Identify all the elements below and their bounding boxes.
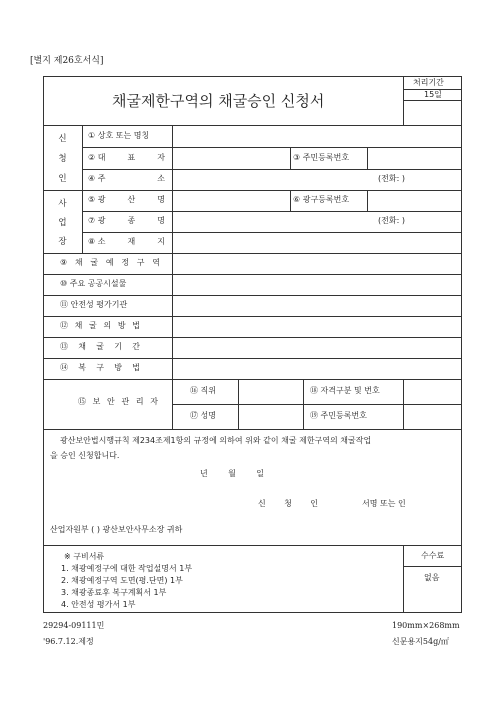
- form-enacted-date: '96.7.12.제정: [43, 637, 94, 646]
- required-doc-item: 1. 채광예정구에 대한 작업설명서 1부: [61, 564, 193, 573]
- safety-agency-label: ⑪ 안전성 평가기관: [60, 300, 128, 309]
- worksite-phone: (전화: ): [378, 216, 405, 225]
- mine-name-label: ⑤ 광 산 명: [88, 195, 165, 204]
- application-date: 년 월 일: [200, 469, 264, 478]
- location-label: ⑧ 소 재 지: [88, 237, 165, 246]
- manager-position-label: ⑯ 직위: [190, 386, 216, 395]
- mining-method-label: ⑫ 채 굴 의 방 법: [60, 321, 140, 330]
- representative-label: ② 대 표 자: [88, 153, 165, 162]
- manager-name-label: ⑰ 성명: [190, 411, 216, 420]
- public-facilities-label: ⑩ 주요 공공시설물: [60, 279, 127, 288]
- manager-resident-reg-label: ⑲ 주민등록번호: [310, 411, 367, 420]
- required-docs-title: ※ 구비서류: [64, 552, 105, 561]
- business-name-label: ① 상호 또는 명칭: [88, 131, 150, 140]
- mine-reg-label: ⑥ 광구등록번호: [293, 195, 350, 204]
- applicant-signature-label: 신 청 인: [258, 499, 318, 508]
- fee-label: 수수료: [421, 551, 445, 560]
- required-doc-item: 3. 채광종료후 복구계획서 1부: [61, 588, 167, 597]
- applicant-phone: (전화: ): [378, 174, 405, 183]
- statement-line-2: 을 승인 신청합니다.: [50, 451, 120, 460]
- statement-line-1: 광산보안법시행규칙 제234조제1항의 규정에 의하여 위와 같이 채굴 제한구역의 채굴작업: [60, 436, 372, 445]
- form-id: [별지 제26호서식]: [30, 56, 104, 66]
- addressee: 산업자원부 ( ) 광산보안사무소장 귀하: [50, 525, 183, 534]
- required-doc-item: 2. 채광예정구역 도면(평.단면) 1부: [61, 576, 183, 585]
- fee-value: 없음: [424, 573, 440, 582]
- mining-period-label: ⑬ 채 굴 기 간: [60, 342, 140, 351]
- manager-qualification-label: ⑱ 자격구분 및 번호: [310, 386, 380, 395]
- safety-manager-label: ⑮ 보 안 관 리 자: [78, 397, 158, 406]
- worksite-group-label: 사 업 장: [58, 198, 67, 248]
- processing-period-label: 처리기간: [413, 78, 444, 87]
- paper-size: 190mm×268mm: [392, 621, 460, 630]
- mining-area-label: ⑨ 채 굴 예 정 구 역: [60, 258, 160, 267]
- processing-period-value: 15일: [424, 90, 442, 99]
- form-title: 채굴제한구역의 채굴승인 신청서: [112, 92, 325, 110]
- resident-reg-label: ③ 주민등록번호: [293, 153, 350, 162]
- required-doc-item: 4. 안전성 평가서 1부: [61, 600, 136, 609]
- form-code: 29294-09111민: [43, 621, 105, 630]
- mineral-label: ⑦ 광 종 명: [88, 216, 165, 225]
- paper-type: 신문용지54g/㎡: [392, 637, 449, 646]
- sign-or-seal-label: 서명 또는 인: [362, 499, 406, 508]
- address-label: ④ 주 소: [88, 174, 165, 183]
- applicant-group-label: 신 청 인: [58, 134, 67, 184]
- restoration-method-label: ⑭ 복 구 방 법: [60, 363, 140, 372]
